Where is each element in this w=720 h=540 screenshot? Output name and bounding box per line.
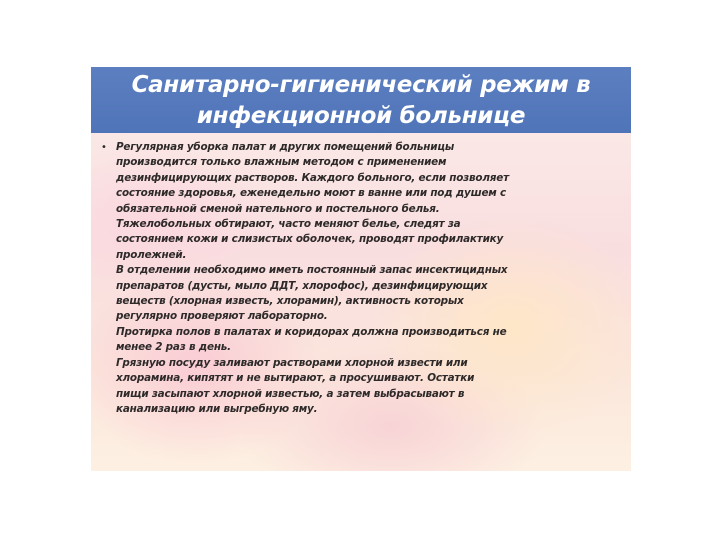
body-text: Регулярная уборка палат и других помещений больницы производится только влажным методом с применением дезинфицирующих растворов. Каждого больного, если позволяет состояние здоровья, еженедельно моют в ванне или под душем с обязательной сменой нательного и постельного белья. Тяжелобольных обтирают, часто меняют белье, следят за состоянием кожи и слизистых оболочек, проводят профилактику пролежней. В отделении необходимо иметь постоянный запас инсектицидных препаратов (дусты, мыло ДДТ, хлорофос), дезинфицирующих веществ (хлорная известь, хлорамин), активность которых регулярно проверяют лабораторно. Протирка полов в палатах и коридорах должна производиться не менее 2 раз в день. Грязную посуду заливают растворами хлорной извести или хлорамина, кипятят и не вытирают, а просушивают. Остатки пищи засыпают хлорной известью, а затем выбрасывают в канализацию или выгребную яму. — [116, 141, 509, 415]
list-item — [99, 140, 605, 417]
slide — [91, 67, 631, 471]
body-list — [99, 140, 605, 417]
slide-title: Санитарно-гигиенический режим в инфекционной больнице — [131, 72, 591, 129]
title-band — [91, 67, 631, 133]
bullet-icon: • — [101, 142, 107, 153]
